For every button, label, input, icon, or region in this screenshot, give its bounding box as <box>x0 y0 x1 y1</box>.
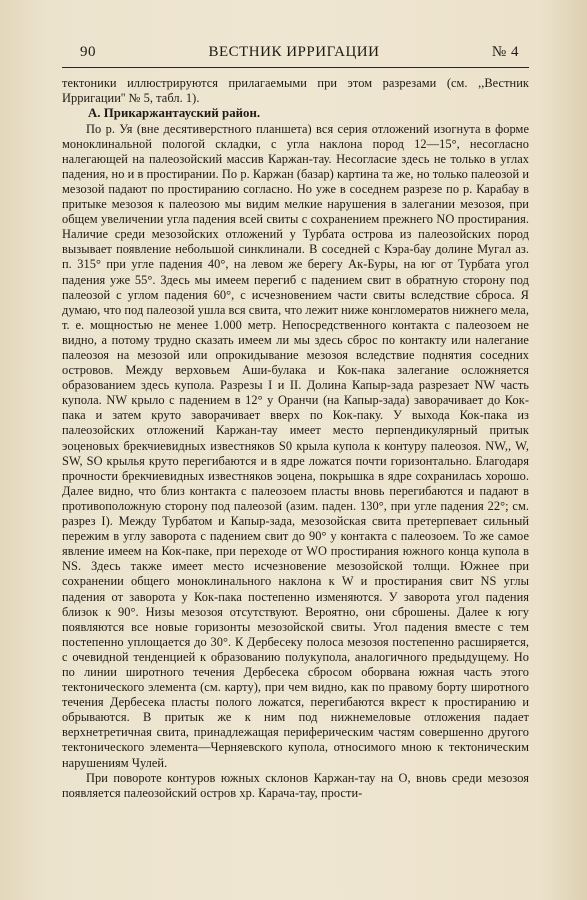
running-head <box>62 44 529 61</box>
intro-paragraph: тектоники иллюстрируются прилагаемыми при этом разрезами (см. ,,Вестник Ирригации'' № 5, табл. 1). <box>62 76 529 106</box>
paragraph-1: По р. Уя (вне десятиверстного планшета) вся серия отложений изогнута в форме моноклинальной пологой складки, с угла наклона пород 12—15°, несогласно налегающей на палеозойский массив Каржан-тау. Несогласие здесь не только в углах падения, но и в простирании. По р. Каржан (базар) картина та же, но только палеозой и мезозой падают по простиранию согласно. Но уже в соседнем разрезе по р. Карабау в притыке мезозоя к палеозою мы видим мелкие нарушения в залегании мезозоя, при общем увеличении угла падения всей свиты с сохранением прежнего NO простирания. Наличие среди мезозойских отложений у Турбата острова из палеозойских пород вызывает появление небольшой синклинали. В соседней с Кэра-бау долине Мугал аз. п. 315° при угле падения 40°, на левом же берегу Ак-Буры, на юг от Турбата угол падения уже 55°. Здесь мы имеем перегиб с падением свит в обратную сторону под палеозой с углом падения 60°, с исчезновением части свиты вследствие сброса. Я думаю, что под палеозой ушла вся свита, что лежит ниже конгломератов нижнего мела, т. е. мощностью не менее 1.000 метр. Непосредственного контакта с палеозоем не видно, а потому трудно сказать имеем ли мы здесь сброс по контакту или налегание палеозоя на мезозой или опрокидывание мезозоя вследствие поднятия соседних островов. Между верховьем Аши-булака и Кок-пака залегание осложняется образованием здесь купола. Разрезы I и II. Долина Капыр-зада разрезает NW часть купола. NW крыло с падением в 12° у Оранчи (на Капыр-зада) заворачивает до Кок-пака и затем круто заворачивает вверх по Кок-паку. У выхода Кок-пака из палеозойских отложений Каржан-тау имеет место перпендикулярный притык эоценовых брекчиевидных известняков S0 крыла купола к контуру палеозоя. NW,, W, SW, SO крылья круто перегибаются и в ядре ложатся почти горизонтально. Благодаря прочности брекчиевидных известняков эоцена, покрышка в ядре сохранилась хорошо. Далее видно, что близ контакта с палеозоем пласты вновь перегибаются и падают в противоположную сторону под палеозой (азим. паден. 130°, при угле падения 22°; см. разрез I). Между Турбатом и Капыр-зада, мезозойская свита претерпевает сильный пережим в углу заворота с падением свит до 90° у контакта с палеозоем. То же самое явление имеем на Кок-паке, при переходе от WO простирания южного конца купола в NS. Здесь также имеет место исчезновение мезозойской толщи. Южнее при сохранении общего моноклинального наклона к W и простирания свит NS углы падения от заворота у Кок-пака постепенно изменяются. У заворота угол падения близок к 90°. Низы мезозоя отсутствуют. Вероятно, они сброшены. Далее к югу появляются все новые горизонты мезозойской свиты. Угол падения вместе с тем постепенно уплощается до 30°. К Дербесеку полоса мезозоя постепенно расширяется, с очевидной тенденцией к образованию полукупола, аналогичного предыдущему. Но по линии широтного течения Дербесека сбросом оборвана южная часть этого тектонического элемента (см. карту), при чем видно, как по правому борту широтного течения Дербесека пласты полого ложатся, перегибаются вкрест к простиранию и обрываются. В притык же к ним под нижнемеловые отложения падает верхнетретичная свита, принадлежащая периферическим частям совершенно другого тектонического элемента—Черняевского купола, относимого мною к тектоническим нарушениям Чулей. <box>62 121 529 770</box>
article-body <box>62 76 529 801</box>
page-number: 90 <box>80 44 96 60</box>
section-heading: А. Прикаржантауский район. <box>88 106 261 121</box>
header-rule <box>62 67 529 68</box>
paragraph-2: При повороте контуров южных склонов Каржан-тау на О, вновь среди мезозоя появляется палеозойский остров хр. Карача-тау, прости- <box>62 770 529 800</box>
issue-number: № 4 <box>491 44 519 60</box>
journal-title: ВЕСТНИК ИРРИГАЦИИ <box>208 44 380 60</box>
